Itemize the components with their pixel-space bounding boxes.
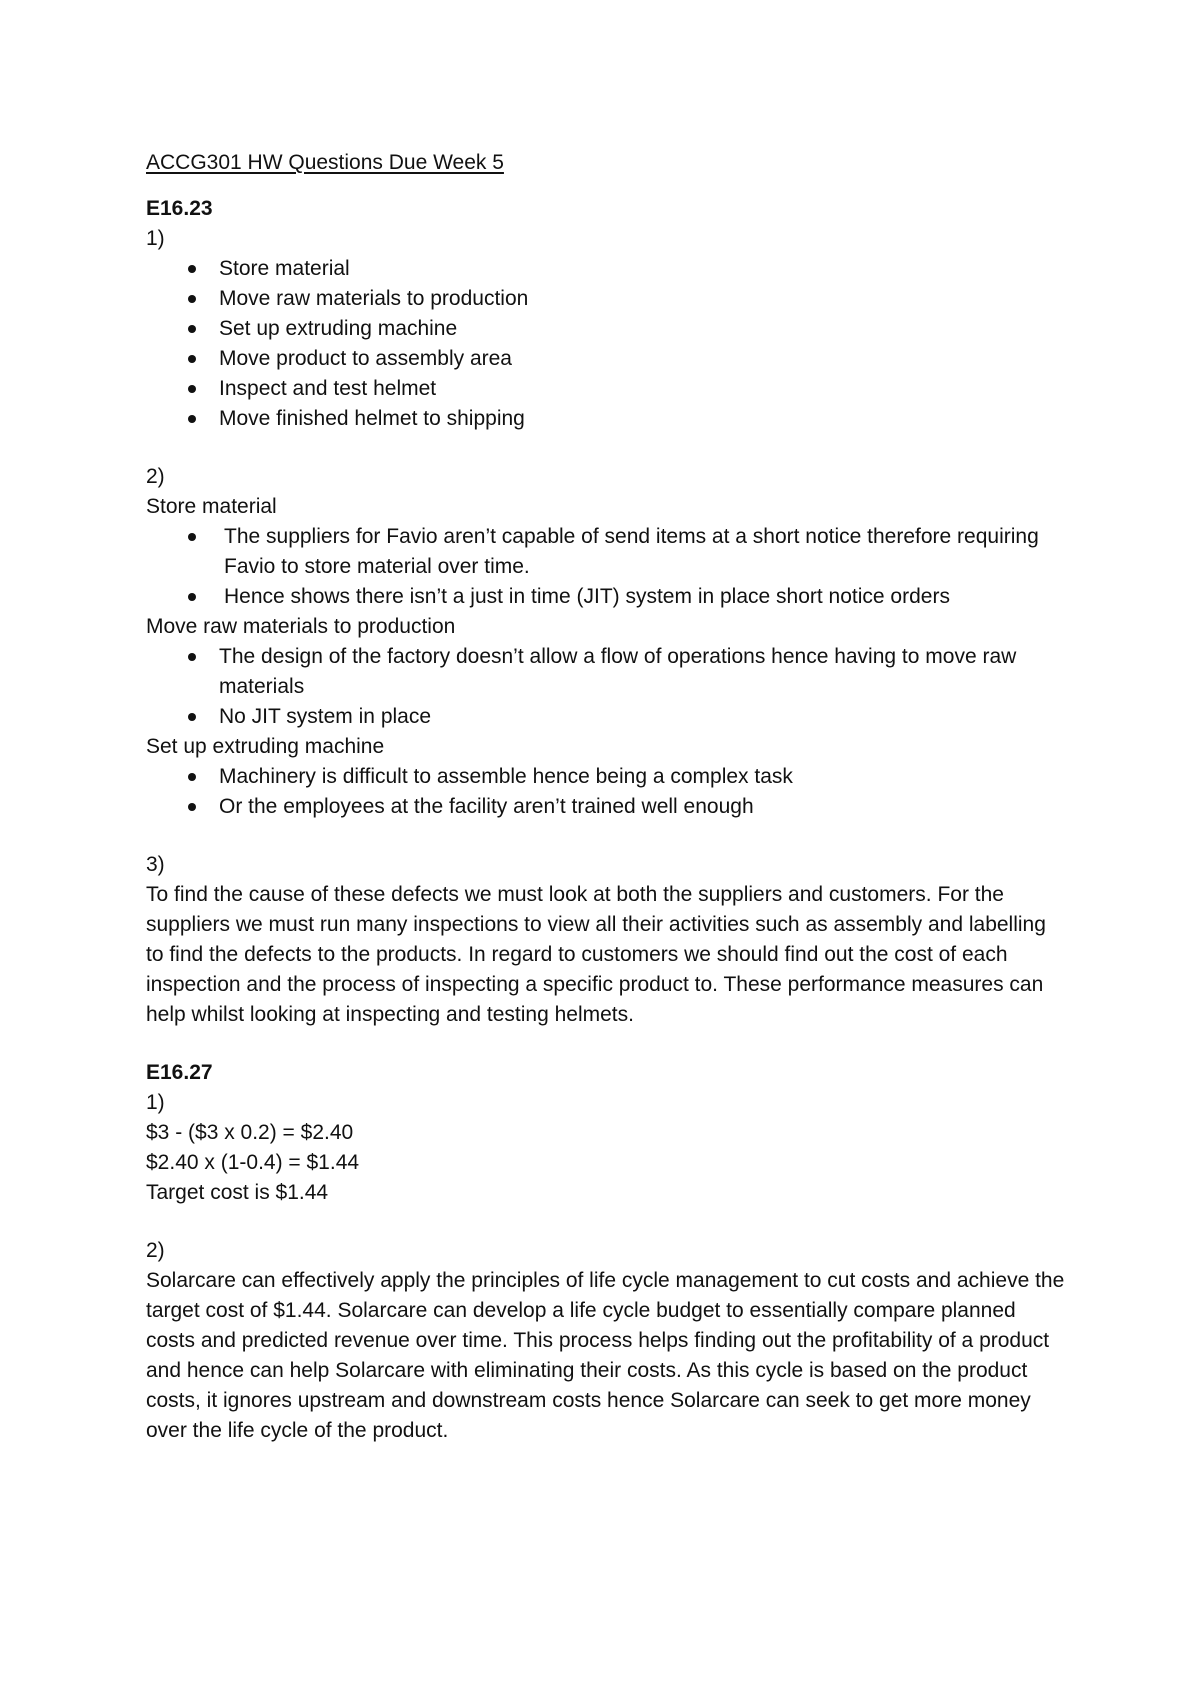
spacer <box>146 434 1066 462</box>
list-item: The suppliers for Favio aren’t capable of send items at a short notice therefore requiring Favio to store material over time. <box>146 522 1066 582</box>
set-up-extruding-list <box>146 762 1066 822</box>
spacer <box>146 1030 1066 1058</box>
calculation-line: $3 - ($3 x 0.2) = $2.40 <box>146 1121 354 1144</box>
bullet-icon <box>188 593 196 601</box>
list-item: No JIT system in place <box>146 702 1066 732</box>
bullet-icon <box>188 803 196 811</box>
spacer <box>146 1208 1066 1236</box>
answer-paragraph-e1627-q2: Solarcare can effectively apply the principles of life cycle management to cut costs and achieve the target cost of $1.44. Solarcare can develop a life cycle budget to essentially compare planned costs and predicted revenue over time. This process helps finding out the profitability of a product and hence can help Solarcare with eliminating their costs. As this cycle is based on the product costs, it ignores upstream and downstream costs hence Solarcare can seek to get more money over the life cycle of the product. <box>146 1269 1065 1442</box>
bullet-icon <box>188 295 196 303</box>
bullet-icon <box>188 773 196 781</box>
question-label-e1627-q1: 1) <box>146 1091 165 1114</box>
store-material-list <box>146 522 1066 612</box>
list-item: Store material <box>146 254 1066 284</box>
move-raw-materials-list <box>146 642 1066 732</box>
list-item: Machinery is difficult to assemble hence being a complex task <box>146 762 1066 792</box>
subheading-store-material: Store material <box>146 495 277 518</box>
bullet-icon <box>188 265 196 273</box>
spacer <box>146 822 1066 850</box>
question-label-e1623-q2: 2) <box>146 465 165 488</box>
question-label-e1627-q2: 2) <box>146 1239 165 1262</box>
document-page <box>146 148 1066 1446</box>
bullet-icon <box>188 355 196 363</box>
question-label-e1623-q1: 1) <box>146 227 165 250</box>
list-item: Inspect and test helmet <box>146 374 1066 404</box>
list-item: Move finished helmet to shipping <box>146 404 1066 434</box>
bullet-icon <box>188 415 196 423</box>
document-title: ACCG301 HW Questions Due Week 5 <box>146 151 504 174</box>
bullet-icon <box>188 325 196 333</box>
list-item: Or the employees at the facility aren’t trained well enough <box>146 792 1066 822</box>
bullet-icon <box>188 653 196 661</box>
subheading-set-up-extruding: Set up extruding machine <box>146 735 385 758</box>
answer-paragraph-e1623-q3: To find the cause of these defects we must look at both the suppliers and customers. For the suppliers we must run many inspections to view all their activities such as assembly and labelling to find the defects to the products. In regard to customers we should find out the cost of each inspection and the process of inspecting a specific product to. These performance measures can help whilst looking at inspecting and testing helmets. <box>146 883 1046 1026</box>
calculation-line: $2.40 x (1-0.4) = $1.44 <box>146 1151 360 1174</box>
e1623-q1-list <box>146 254 1066 434</box>
list-item: Move raw materials to production <box>146 284 1066 314</box>
calculation-result: Target cost is $1.44 <box>146 1181 329 1204</box>
exercise-heading-e1627: E16.27 <box>146 1061 213 1084</box>
exercise-heading-e1623: E16.23 <box>146 197 213 220</box>
subheading-move-raw-materials: Move raw materials to production <box>146 615 456 638</box>
bullet-icon <box>188 713 196 721</box>
list-item: The design of the factory doesn’t allow a flow of operations hence having to move raw materials <box>146 642 1066 702</box>
bullet-icon <box>188 533 196 541</box>
list-item: Hence shows there isn’t a just in time (JIT) system in place short notice orders <box>146 582 1066 612</box>
list-item: Set up extruding machine <box>146 314 1066 344</box>
question-label-e1623-q3: 3) <box>146 853 165 876</box>
list-item: Move product to assembly area <box>146 344 1066 374</box>
bullet-icon <box>188 385 196 393</box>
